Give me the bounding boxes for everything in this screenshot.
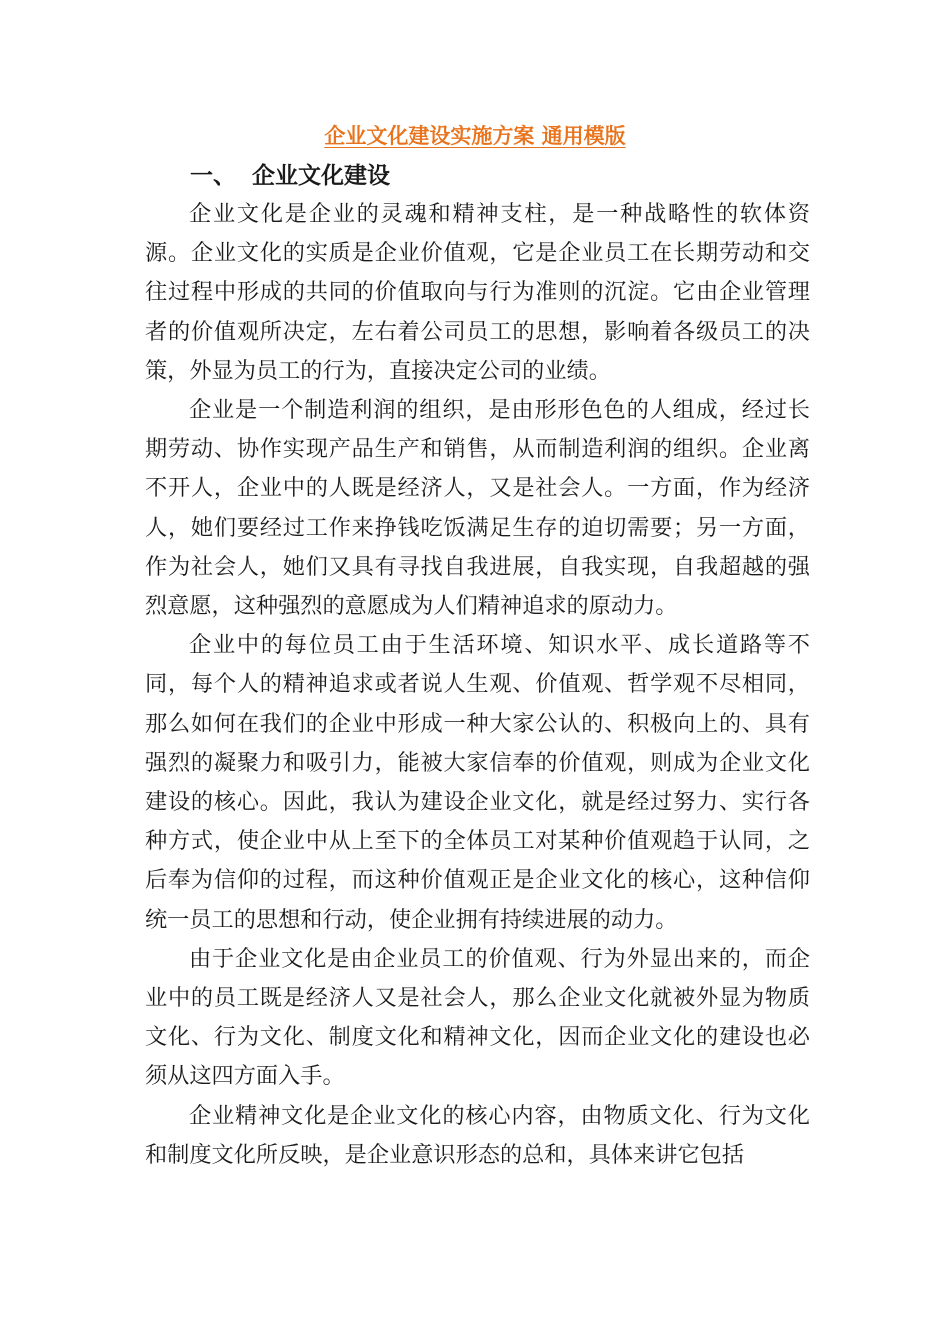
paragraph-2: 企业是一个制造利润的组织，是由形形色色的人组成，经过长期劳动、协作实现产品生产和销售，从而制造利润的组织。企业离不开人，企业中的人既是经济人，又是社会人。一方面，作为经济人，她们要经过工作来挣钱吃饭满足生存的迫切需要；另一方面，作为社会人，她们又具有寻找自我进展，自我实现，自我超越的强烈意愿，这种强烈的意愿成为人们精神追求的原动力。 — [145, 397, 810, 620]
section-heading: 一、 企业文化建设 — [190, 163, 391, 189]
paragraph-4: 由于企业文化是由企业员工的价值观、行为外显出来的，而企业中的员工既是经济人又是社会人，那么企业文化就被外显为物质文化、行为文化、制度文化和精神文化，因而企业文化的建设也必须从这四方面入手。 — [145, 945, 810, 1090]
document-body — [145, 195, 810, 1175]
paragraph-1: 企业文化是企业的灵魂和精神支柱，是一种战略性的软体资源。企业文化的实质是企业价值观，它是企业员工在长期劳动和交往过程中形成的共同的价值取向与行为准则的沉淀。它由企业管理者的价值观所决定，左右着公司员工的思想，影响着各级员工的决策，外显为员工的行为，直接决定公司的业绩。 — [145, 201, 810, 384]
paragraph-5: 企业精神文化是企业文化的核心内容，由物质文化、行为文化和制度文化所反映，是企业意识形态的总和，具体来讲它包括 — [145, 1102, 810, 1168]
paragraph-3: 企业中的每位员工由于生活环境、知识水平、成长道路等不同，每个人的精神追求或者说人生观、价值观、哲学观不尽相同，那么如何在我们的企业中形成一种大家公认的、积极向上的、具有强烈的凝聚力和吸引力，能被大家信奉的价值观，则成为企业文化建设的核心。因此，我认为建设企业文化，就是经过努力、实行各种方式，使企业中从上至下的全体员工对某种价值观趋于认同，之后奉为信仰的过程，而这种价值观正是企业文化的核心，这种信仰统一员工的思想和行动，使企业拥有持续进展的动力。 — [145, 632, 810, 933]
document-title[interactable]: 企业文化建设实施方案 通用模版 — [324, 124, 626, 148]
